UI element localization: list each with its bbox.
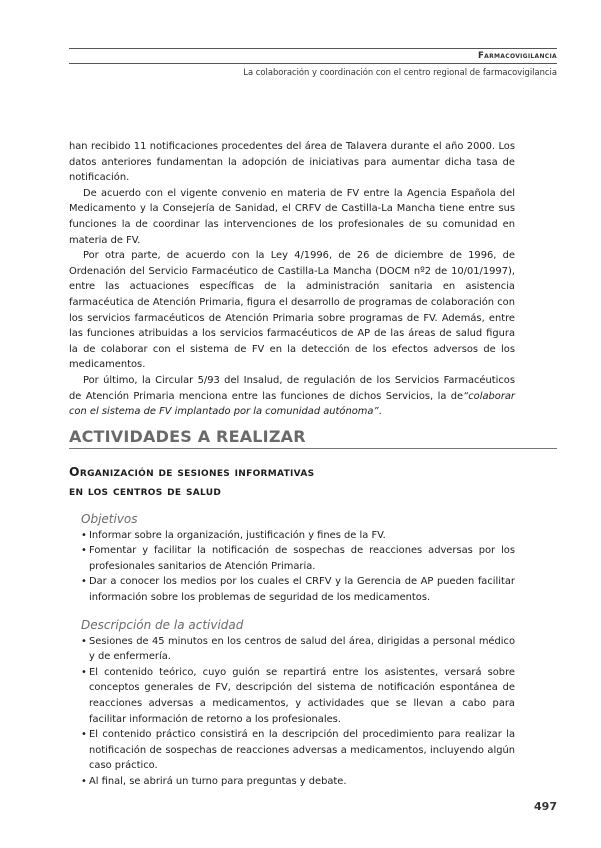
paragraph-2: De acuerdo con el vigente convenio en materia de FV entre la Agencia Española del Medicamento y la Consejería de Sanidad, el CRFV de Castilla-La Mancha tiene entre sus funciones la de coordinar las intervenciones de los profesionales de su comunidad en materia de FV.: [69, 187, 515, 246]
page-number: 497: [534, 800, 557, 813]
subsection-heading-line-2: en los centros de salud: [69, 482, 222, 498]
header-top-rule: [69, 48, 557, 49]
paragraph-4-text: Por último, la Circular 5/93 del Insalud, de regulación de los Servicios Farmacéuticos de Atención Primaria menciona entre las funciones de dichos Servicios, la de: [69, 374, 515, 402]
running-header-subtitle: La colaboración y coordinación con el centro regional de farmacovigilancia: [243, 67, 557, 77]
header-middle-rule: [69, 63, 557, 64]
descripcion-heading: Descripción de la actividad: [81, 617, 244, 632]
list-item: • El contenido teórico, cuyo guión se repartirá entre los asistentes, versará sobre conceptos generales de FV, descripción del sistema de notificación espontánea de reacciones adversas a medicamentos, y actividades que se llevan a cabo para facilitar información de retorno a los profesionales.: [81, 665, 515, 727]
objetivos-list: [69, 528, 515, 606]
list-item: • Informar sobre la organización, justificación y fines de la FV.: [81, 528, 515, 544]
paragraph-3: Por otra parte, de acuerdo con la Ley 4/1996, de 26 de diciembre de 1996, de Ordenación del Servicio Farmacéutico de Castilla-La Mancha (DOCM nº2 de 10/01/1997), entre las actuaciones específicas de la administración sanitaria en asistencia farmacéutica de Atención Primaria, figura el desarrollo de programas de colaboración con los servicios farmacéuticos de Atención Primaria sobre programas de FV. Además, entre las funciones atribuidas a los servicios farmacéuticos de AP de las áreas de salud figura la de colaborar con el sistema de FV en la detección de los efectos adversos de los medicamentos.: [69, 250, 515, 371]
page-body: [69, 139, 515, 790]
subsection-heading-line-1: Organización de sesiones informativas: [69, 463, 315, 479]
objetivos-heading: Objetivos: [81, 511, 138, 526]
running-header-section: Farmacovigilancia: [478, 51, 557, 61]
paragraph-1: han recibido 11 notificaciones procedentes del área de Talavera durante el año 2000. Los datos anteriores fundamentan la adopción de iniciativas para aumentar dicha tasa de notificación.: [69, 141, 515, 184]
descripcion-list: [69, 634, 515, 790]
list-item: • Fomentar y facilitar la notificación de sospechas de reacciones adversas por los profesionales sanitarios de Atención Primaria.: [81, 543, 515, 574]
list-item: • El contenido práctico consistirá en la descripción del procedimiento para realizar la notificación de sospechas de reacciones adversas a medicamentos, incluyendo algún caso práctico.: [81, 727, 515, 774]
subsection-heading: [69, 462, 515, 500]
section-heading-actividades: ACTIVIDADES A REALIZAR: [69, 427, 557, 449]
paragraph-4: [69, 373, 515, 420]
list-item: • Dar a conocer los medios por los cuales el CRFV y la Gerencia de AP pueden facilitar información sobre los problemas de seguridad de los medicamentos.: [81, 574, 515, 605]
paragraph-4-quote: “colaborar con el sistema de FV implantado por la comunidad autónoma”: [69, 390, 515, 418]
list-item: • Al final, se abrirá un turno para preguntas y debate.: [81, 774, 515, 790]
paragraph-4-end: .: [378, 406, 382, 418]
list-item: • Sesiones de 45 minutos en los centros de salud del área, dirigidas a personal médico y de enfermería.: [81, 634, 515, 665]
